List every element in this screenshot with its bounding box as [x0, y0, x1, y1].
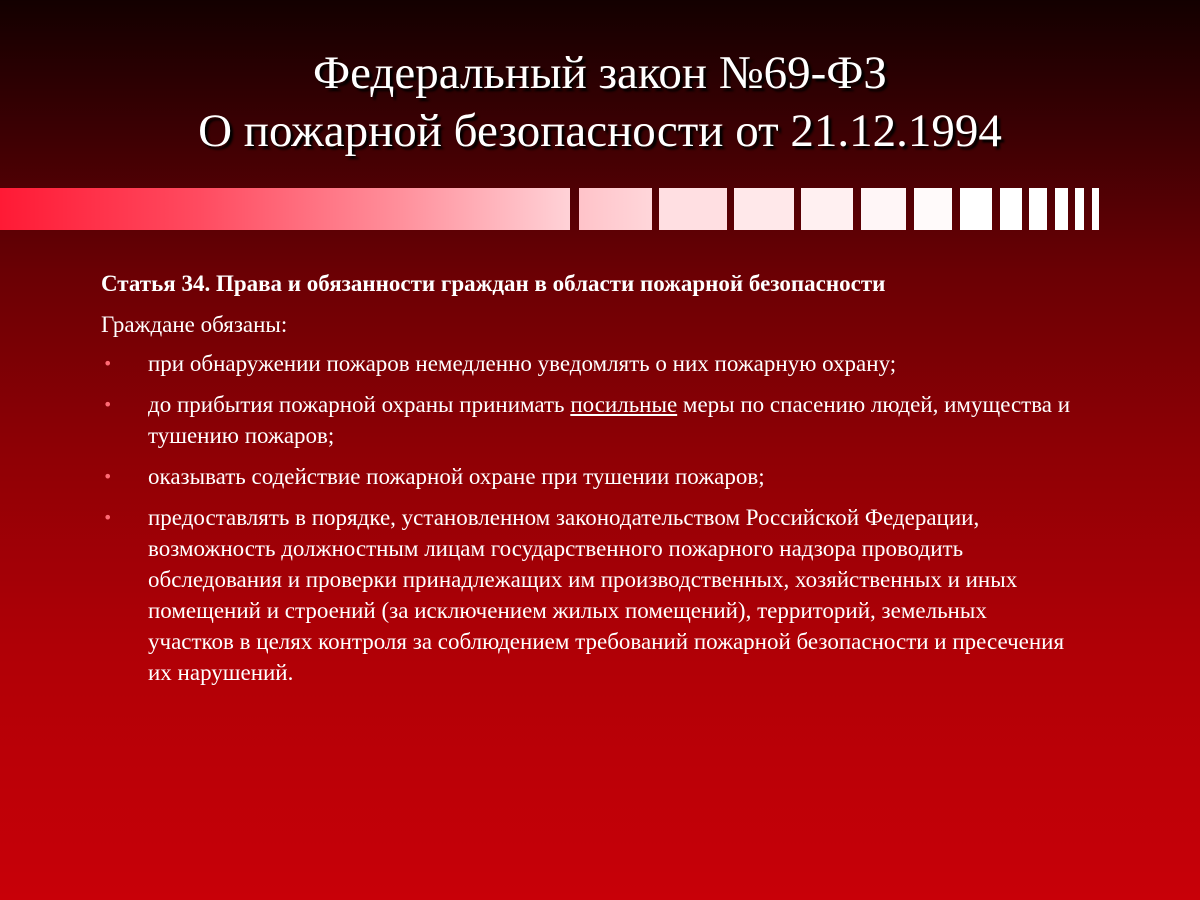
bullet-icon: • [103, 508, 113, 527]
decorative-square [1092, 188, 1099, 230]
decorative-square [861, 188, 906, 230]
bullet-icon: • [103, 354, 113, 373]
list-item-text-before: до прибытия пожарной охраны принимать [148, 392, 571, 417]
list-item-text: оказывать содействие пожарной охране при тушении пожаров; [148, 464, 765, 489]
underlined-word: посильные [570, 392, 678, 417]
decorative-square [960, 188, 992, 230]
decorative-square [914, 188, 952, 230]
list-item [101, 461, 1078, 492]
list-item [101, 348, 1078, 379]
duties-list [101, 348, 1101, 688]
article-heading: Статья 34. Права и обязанности граждан в области пожарной безопасности [101, 271, 886, 296]
list-item-text: предоставлять в порядке, установленном законодательством Российской Федерации, возможность должностным лицам государственного пожарного надзора проводить обследования и проверки принадлежащих им производственных, хозяйственных и иных помещений и строений (за исключением жилых помещений), территорий, земельных участков в целях контроля за соблюдением требований пожарной безопасности и пресечения их нарушений. [148, 505, 1065, 685]
decorative-square [659, 188, 727, 230]
decorative-square [734, 188, 794, 230]
list-item-text-after: меры по спасению людей, имущества и тушению пожаров; [148, 392, 1071, 448]
decorative-square [801, 188, 853, 230]
title-line-1: Федеральный закон №69-ФЗ [313, 47, 887, 99]
decorative-gradient-bar [0, 188, 570, 230]
decorative-square [579, 188, 652, 230]
decorative-square [1055, 188, 1068, 230]
bullet-icon: • [103, 467, 113, 486]
list-item [101, 389, 1078, 451]
decorative-square [1029, 188, 1047, 230]
list-item-text: при обнаружении пожаров немедленно уведомлять о них пожарную охрану; [148, 351, 897, 376]
decorative-square [1075, 188, 1084, 230]
decorative-square [1000, 188, 1022, 230]
slide-content [101, 268, 1101, 698]
article-intro: Граждане обязаны: [101, 312, 288, 337]
list-item [101, 502, 1078, 688]
slide-title [0, 44, 1200, 160]
title-line-2: О пожарной безопасности от 21.12.1994 [198, 105, 1002, 157]
bullet-icon: • [103, 395, 113, 414]
